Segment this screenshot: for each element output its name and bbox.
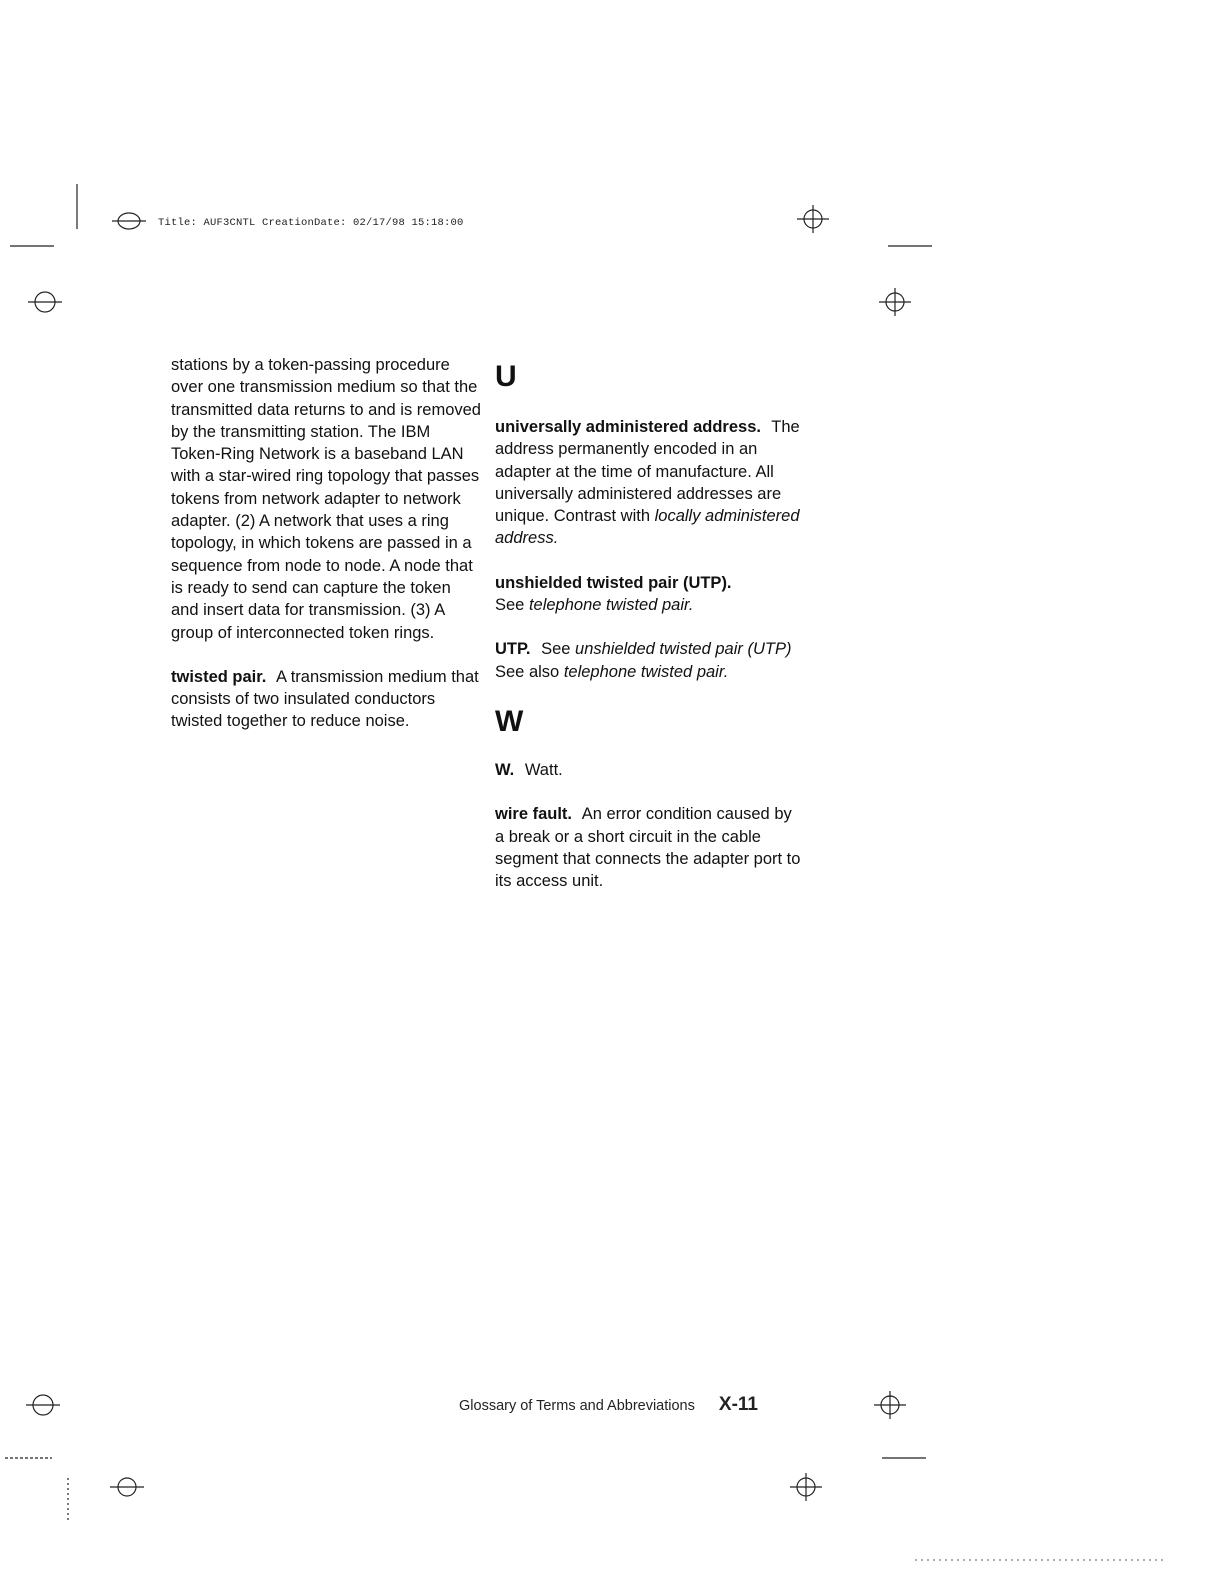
entry-term: wire fault. xyxy=(495,805,573,824)
registration-mark-icon xyxy=(879,288,911,316)
glossary-entry-wire-fault xyxy=(495,803,805,892)
entry-definition: Watt. xyxy=(524,760,563,779)
token-ring-definition-continuation: stations by a token-passing procedure over one transmission medium so that the transmitted data returns to and is removed by the transmitting station. The IBM Token-Ring Network is a baseband LAN with a star-wired ring topology that passes tokens from network adapter to network adapter. (2) A network that uses a ring topology, in which tokens are passed in a sequence from node to node. A node that is ready to send can capture the token and insert data for transmission. (3) A group of interconnected token rings. xyxy=(171,356,481,642)
entry-term: twisted pair. xyxy=(171,667,267,686)
page-number: X-11 xyxy=(718,1394,758,1415)
section-heading-w: W xyxy=(495,704,524,738)
registration-mark-icon xyxy=(26,1395,60,1415)
footer-title: Glossary of Terms and Abbreviations xyxy=(459,1398,695,1414)
cross-reference: unshielded twisted pair (UTP) xyxy=(575,640,792,659)
entry-term: W. xyxy=(495,760,515,779)
see-label: See xyxy=(495,596,525,615)
entry-definition: A transmission medium that consists of two insulated conductors twisted together to reduce noise. xyxy=(171,667,479,731)
registration-mark-icon xyxy=(874,1391,906,1419)
glossary-entry-unshielded-twisted-pair xyxy=(495,572,805,617)
registration-mark-icon xyxy=(790,1473,822,1501)
document-header: Title: AUF3CNTL CreationDate: 02/17/98 15:18:00 xyxy=(158,217,464,229)
page-footer xyxy=(459,1394,758,1416)
entry-term: UTP. xyxy=(495,640,531,659)
entry-term: unshielded twisted pair (UTP). xyxy=(495,573,732,592)
registration-mark-icon xyxy=(797,205,829,233)
cross-reference: telephone twisted pair. xyxy=(528,596,694,615)
entry-definition: An error condition caused by a break or a short circuit in the cable segment that connects the adapter port to its access unit. xyxy=(495,805,801,891)
glossary-entry-utp xyxy=(495,638,805,683)
registration-mark-icon xyxy=(110,1478,144,1496)
see-label: See xyxy=(541,640,571,659)
glossary-entry-universally-administered-address xyxy=(495,416,805,550)
registration-mark-icon xyxy=(28,292,62,312)
entry-term: universally administered address. xyxy=(495,418,761,436)
entry-definition: The address permanently encoded in an adapter at the time of manufacture. All universally administered addresses are unique. Contrast with xyxy=(495,418,800,526)
registration-mark-icon xyxy=(112,213,146,229)
left-column xyxy=(171,354,481,755)
section-heading-u: U xyxy=(495,360,517,393)
right-column xyxy=(495,354,805,914)
cross-reference: telephone twisted pair. xyxy=(563,662,729,681)
see-also-label: See also xyxy=(495,662,560,681)
cross-reference: locally administered address. xyxy=(495,507,800,548)
glossary-entry-w xyxy=(495,759,805,781)
glossary-entry-twisted-pair xyxy=(171,666,481,733)
